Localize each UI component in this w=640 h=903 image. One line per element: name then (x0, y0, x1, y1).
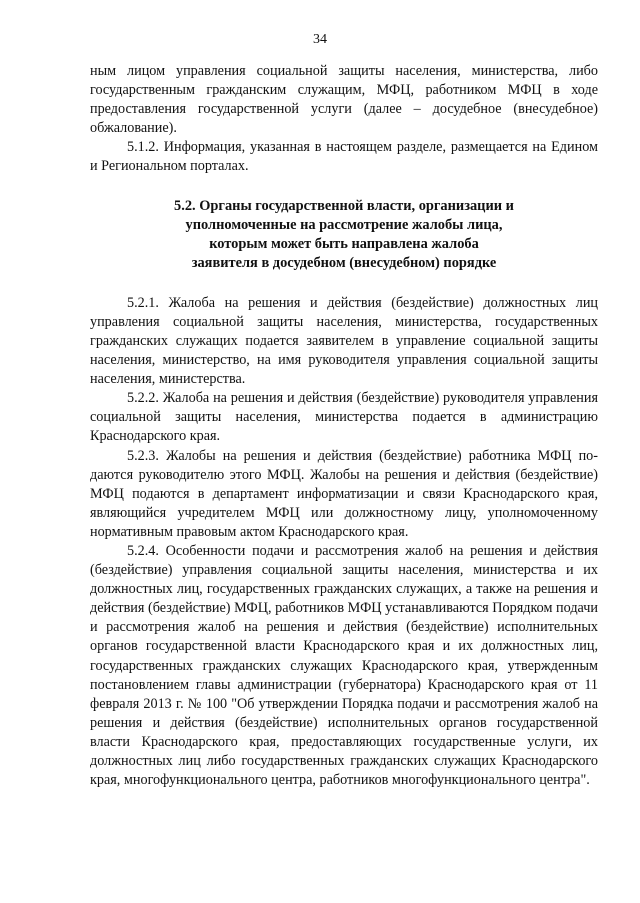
paragraph-5-2-2: 5.2.2. Жалоба на решения и действия (бездействие) руководителя управления социальной защиты населения, министерства подается в администрацию Краснодарского края. (90, 390, 598, 445)
document-body (90, 62, 598, 790)
heading-line: заявителя в досудебном (внесудебном) порядке (191, 255, 497, 272)
paragraph-5-2-3: 5.2.3. Жалобы на решения и действия (бездействие) работника МФЦ подаются руководителю этого МФЦ. Жалобы на решения и действия (бездействие) МФЦ подаются в департамент информатизации и связи Краснодарского края, являющийся учредителем МФЦ или должностному лицу, уполномоченному нормативным правовым актом Краснодарского края. (90, 447, 598, 540)
page-number: 34 (313, 32, 327, 47)
paragraph-5-2-1: 5.2.1. Жалоба на решения и действия (бездействие) должностных лиц управления социальной защиты населения, министерства, государственных гражданских служащих подается заявителем в управление социальной защиты населения, министерство, на имя руководителя управления социальной защиты населения, министерства. (90, 294, 598, 388)
paragraph-5-1-2: 5.1.2. Информация, указанная в настоящем разделе, размещается на Едином и Региональном порталах. (90, 139, 598, 175)
paragraph-5-2-4: 5.2.4. Особенности подачи и рассмотрения жалоб на решения и действия (бездействие) управления социальной защиты населения, министерства и их должностных лиц, государственных гражданских служащих, а также на решения и действия (бездействие) МФЦ, работников МФЦ устанавливаются Порядком подачи и рассмотрения жалоб на решения и действия (бездействие) исполнительных органов государственной власти Краснодарского края и их должностных лиц, государственных гражданских служащих Краснодарского края, утвержденным постановлением главы администрации (губернатора) Краснодарского края от 11 февраля 2013 г. № 100 "Об утверждении Порядка подачи и рассмотрения жалоб на решения и действия (бездействие) исполнительных органов государственной власти Краснодарского края, предоставляющих государственные услуги, их должностных лиц либо государственных гражданских служащих Краснодарского края, многофункционального центра, работников многофункционального центра". (90, 542, 598, 789)
section-heading-5-2 (90, 197, 598, 274)
heading-line: 5.2. Органы государственной власти, организации и (174, 197, 514, 214)
heading-line: уполномоченные на рассмотрение жалобы лица, (185, 216, 503, 233)
heading-line: которым может быть направлена жалоба (209, 236, 479, 253)
paragraph-continuation: ным лицом управления социальной защиты населения, министерства, либо государственным гражданским служащим, МФЦ, работником МФЦ в ходе предоставления государственной услуги (далее – досудебное (внесудебное) обжалование). (90, 63, 598, 137)
